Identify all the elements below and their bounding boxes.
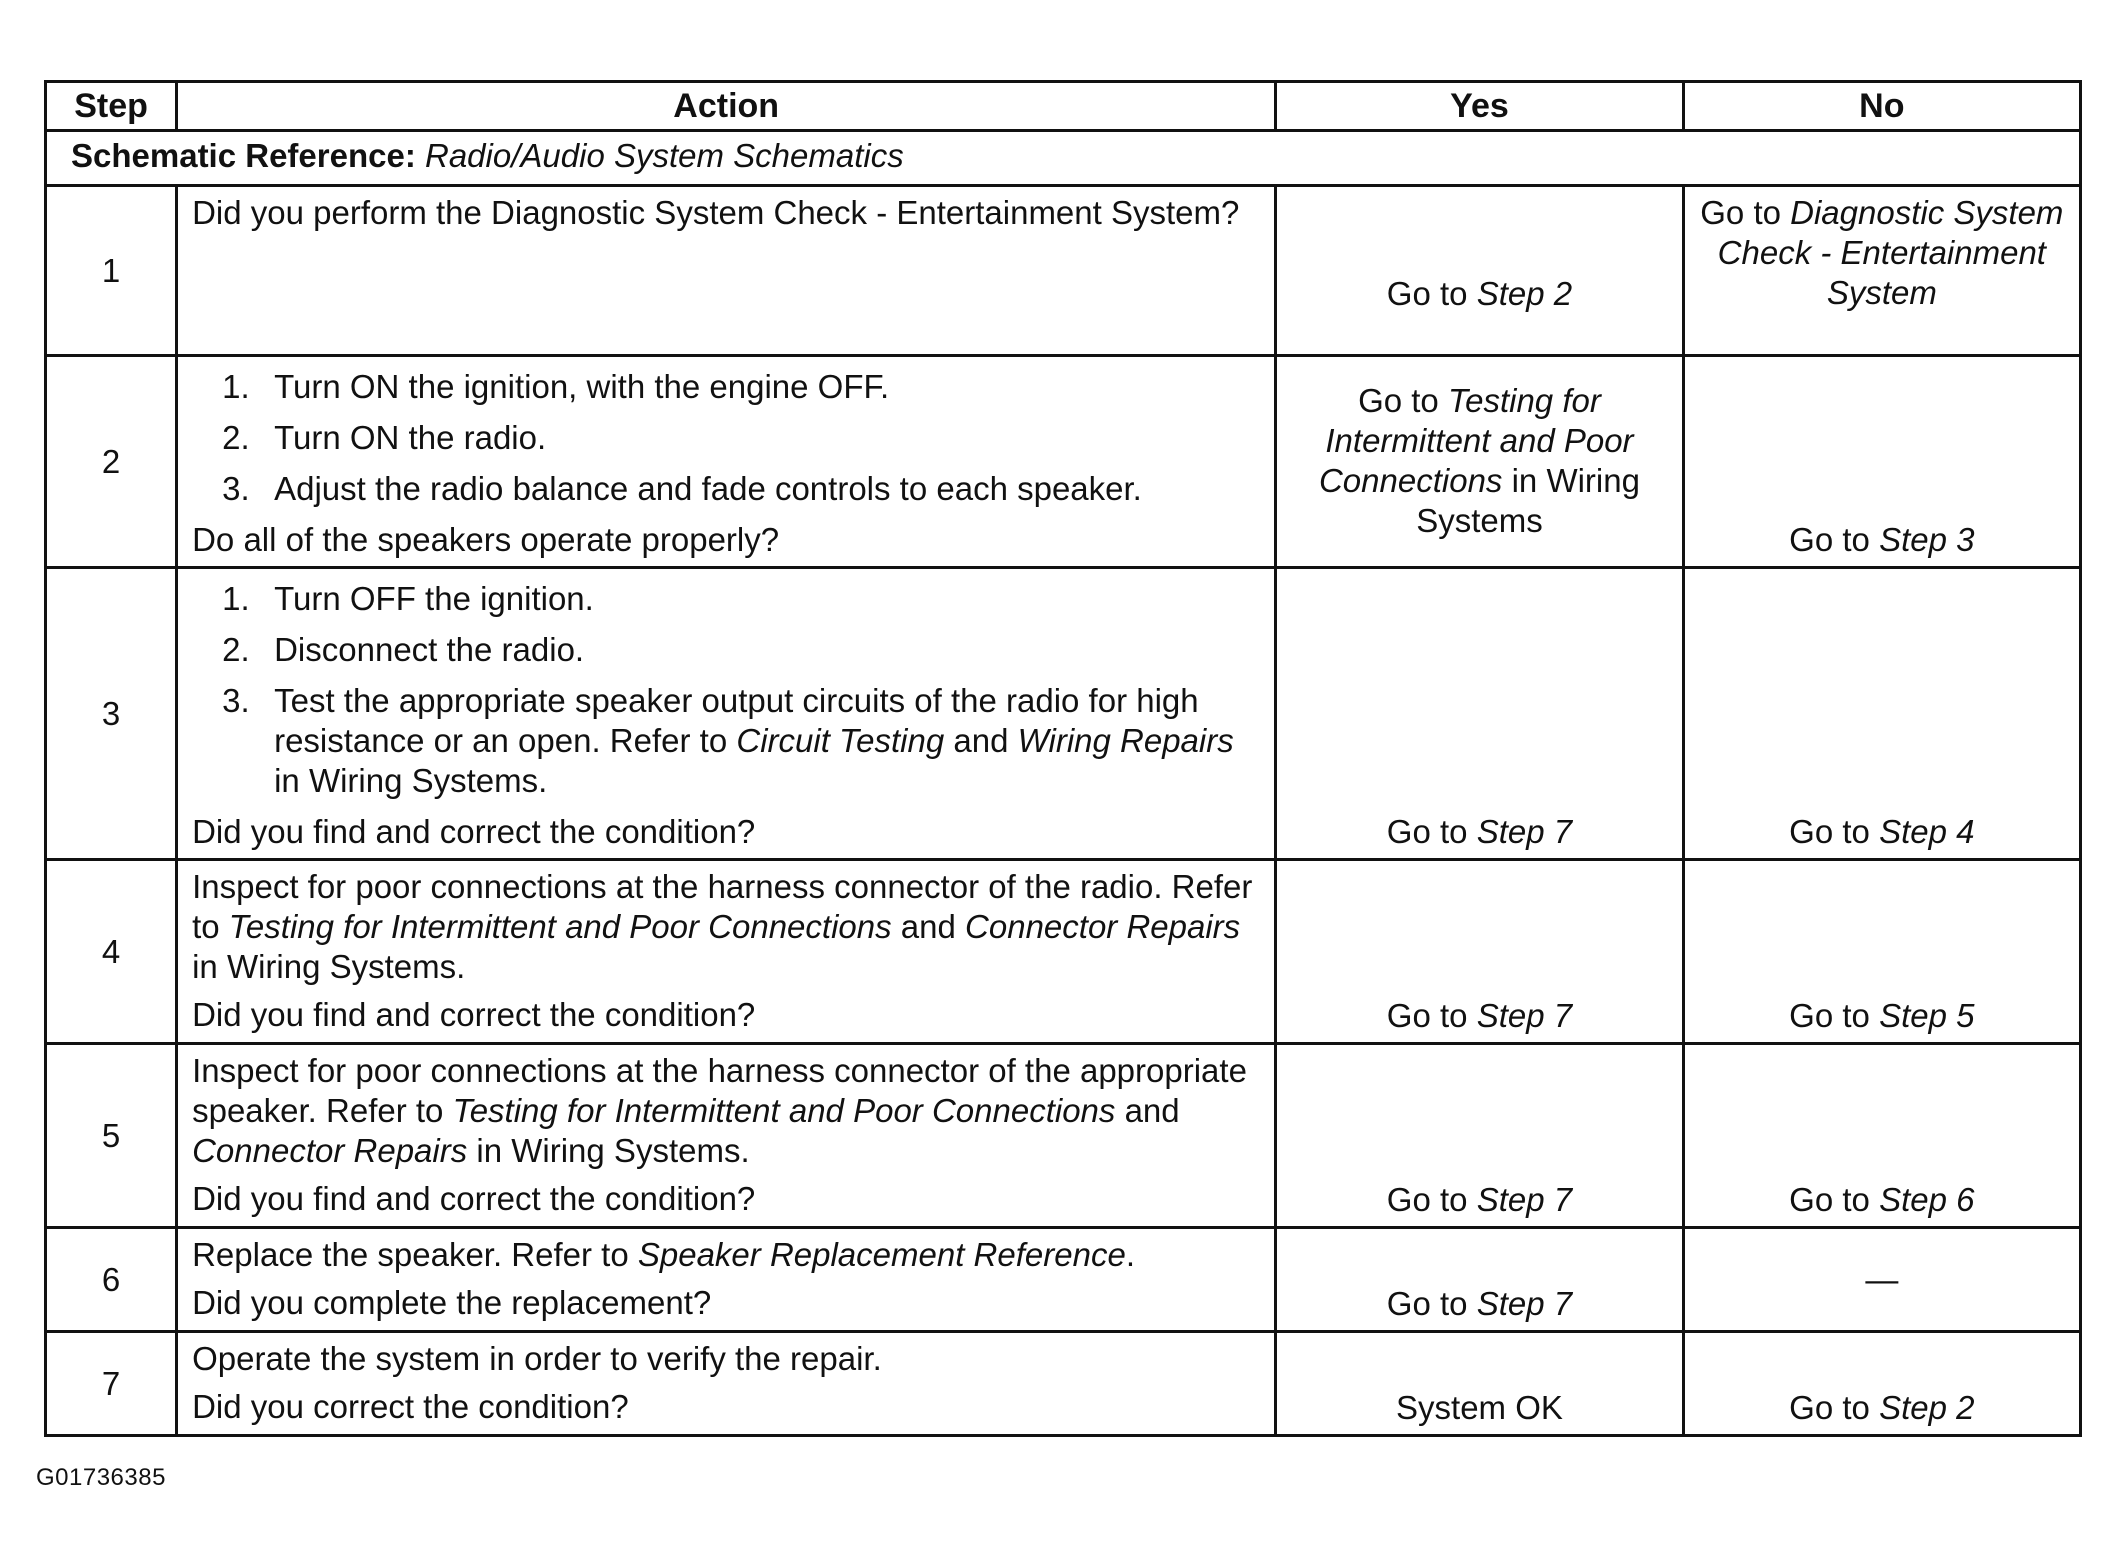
- header-no: No: [1683, 82, 2080, 131]
- table-row-step-2: [46, 356, 2081, 568]
- action-text: Inspect for poor connections at the harness connector of the radio. Refer to Testing for Intermittent and Poor Connections and Connector Repairs in Wiring Systems.: [192, 868, 1253, 985]
- action-question: Did you correct the condition?: [192, 1388, 629, 1425]
- schematic-reference: [46, 131, 2081, 186]
- yes-cell: [1276, 1332, 1683, 1436]
- yes-cell: [1276, 1044, 1683, 1228]
- action-text: Operate the system in order to verify the repair.: [192, 1340, 882, 1377]
- list-item: 2. Disconnect the radio.: [222, 631, 585, 668]
- action-cell: [177, 1228, 1276, 1332]
- step-number: 2: [46, 356, 177, 568]
- list-item: 1. Turn ON the ignition, with the engine OFF.: [222, 368, 890, 405]
- no-link[interactable]: Diagnostic System Check - Entertainment System: [1717, 194, 2064, 311]
- action-question: Do all of the speakers operate properly?: [192, 521, 780, 558]
- no-link[interactable]: Step 6: [1879, 1181, 1975, 1218]
- no-cell: [1683, 186, 2080, 356]
- action-cell: [177, 860, 1276, 1044]
- no-prefix: Go to: [1789, 1181, 1870, 1218]
- yes-suffix: in Wiring Systems: [1416, 462, 1640, 539]
- header-row: [46, 82, 2081, 131]
- header-step: Step: [46, 82, 177, 131]
- yes-link[interactable]: Step 7: [1476, 997, 1573, 1034]
- no-link[interactable]: Step 3: [1879, 521, 1975, 558]
- step-number: 3: [46, 568, 177, 860]
- yes-link[interactable]: Step 7: [1476, 813, 1573, 850]
- table-row-step-5: [46, 1044, 2081, 1228]
- diagnostic-table: [44, 80, 2082, 1437]
- yes-cell: [1276, 186, 1683, 356]
- schematic-reference-label: Schematic Reference:: [71, 137, 416, 174]
- table-row-step-7: [46, 1332, 2081, 1436]
- header-yes: Yes: [1276, 82, 1683, 131]
- step-number: 6: [46, 1228, 177, 1332]
- action-steps: [192, 579, 1260, 801]
- action-link[interactable]: Speaker Replacement Reference: [637, 1236, 1126, 1273]
- yes-prefix: Go to: [1386, 275, 1468, 312]
- yes-link[interactable]: Testing for Intermittent and Poor Connections: [1318, 382, 1634, 499]
- no-cell: [1683, 356, 2080, 568]
- yes-link[interactable]: Step 2: [1476, 275, 1573, 312]
- step-number: 1: [46, 186, 177, 356]
- action-question: Did you find and correct the condition?: [192, 813, 756, 850]
- no-cell: [1683, 1228, 2080, 1332]
- list-item: 1. Turn OFF the ignition.: [222, 580, 594, 617]
- action-cell: [177, 356, 1276, 568]
- action-cell: [177, 1332, 1276, 1436]
- yes-prefix: Go to: [1386, 1181, 1468, 1218]
- yes-cell: [1276, 356, 1683, 568]
- action-question: Did you find and correct the condition?: [192, 1180, 756, 1217]
- no-link[interactable]: Step 4: [1879, 813, 1975, 850]
- step-number: 7: [46, 1332, 177, 1436]
- no-cell: [1683, 1044, 2080, 1228]
- list-item: 2. Turn ON the radio.: [222, 419, 547, 456]
- list-item: 3. Adjust the radio balance and fade controls to each speaker.: [222, 470, 1142, 507]
- no-prefix: Go to: [1789, 813, 1870, 850]
- no-cell: [1683, 1332, 2080, 1436]
- list-item: 3. Test the appropriate speaker output circuits of the radio for high resistance or an open. Refer to Circuit Testing and Wiring Repairs in Wiring Systems.: [222, 682, 1234, 799]
- no-prefix: Go to: [1789, 997, 1870, 1034]
- action-steps: [192, 367, 1260, 509]
- schematic-reference-row: [46, 131, 2081, 186]
- yes-cell: [1276, 568, 1683, 860]
- no-cell: [1683, 568, 2080, 860]
- action-text: Did you perform the Diagnostic System Check - Entertainment System?: [192, 194, 1240, 231]
- yes-cell: [1276, 860, 1683, 1044]
- action-cell: [177, 1044, 1276, 1228]
- yes-cell: [1276, 1228, 1683, 1332]
- action-question: Did you complete the replacement?: [192, 1284, 712, 1321]
- no-prefix: Go to: [1789, 1389, 1870, 1426]
- yes-prefix: Go to: [1386, 997, 1468, 1034]
- action-cell: [177, 568, 1276, 860]
- action-link[interactable]: Wiring Repairs: [1017, 722, 1234, 759]
- action-link[interactable]: Connector Repairs: [192, 1132, 468, 1169]
- no-link[interactable]: Step 2: [1879, 1389, 1975, 1426]
- step-number: 5: [46, 1044, 177, 1228]
- no-cell: [1683, 860, 2080, 1044]
- action-question: Did you find and correct the condition?: [192, 996, 756, 1033]
- table-row-step-4: [46, 860, 2081, 1044]
- yes-link[interactable]: Step 7: [1476, 1285, 1573, 1322]
- no-dash: —: [1865, 1260, 1899, 1298]
- yes-text: System OK: [1396, 1389, 1563, 1426]
- action-link[interactable]: Circuit Testing: [736, 722, 945, 759]
- yes-link[interactable]: Step 7: [1476, 1181, 1573, 1218]
- action-link[interactable]: Connector Repairs: [965, 908, 1241, 945]
- yes-prefix: Go to: [1386, 813, 1468, 850]
- action-link[interactable]: Testing for Intermittent and Poor Connections: [228, 908, 892, 945]
- no-link[interactable]: Step 5: [1879, 997, 1975, 1034]
- yes-prefix: Go to: [1386, 1285, 1468, 1322]
- schematic-reference-link[interactable]: Radio/Audio System Schematics: [425, 137, 904, 174]
- header-action: Action: [177, 82, 1276, 131]
- action-link[interactable]: Testing for Intermittent and Poor Connections: [452, 1092, 1116, 1129]
- action-cell: [177, 186, 1276, 356]
- table-row-step-6: [46, 1228, 2081, 1332]
- figure-code: G01736385: [36, 1464, 166, 1491]
- table-row-step-3: [46, 568, 2081, 860]
- action-text: Replace the speaker. Refer to Speaker Replacement Reference.: [192, 1236, 1135, 1273]
- yes-prefix: Go to: [1358, 382, 1439, 419]
- table-row-step-1: [46, 186, 2081, 356]
- no-prefix: Go to: [1700, 194, 1781, 231]
- action-text: Inspect for poor connections at the harness connector of the appropriate speaker. Refer to Testing for Intermittent and Poor Connections and Connector Repairs in Wiring Systems.: [192, 1052, 1247, 1169]
- no-prefix: Go to: [1789, 521, 1870, 558]
- step-number: 4: [46, 860, 177, 1044]
